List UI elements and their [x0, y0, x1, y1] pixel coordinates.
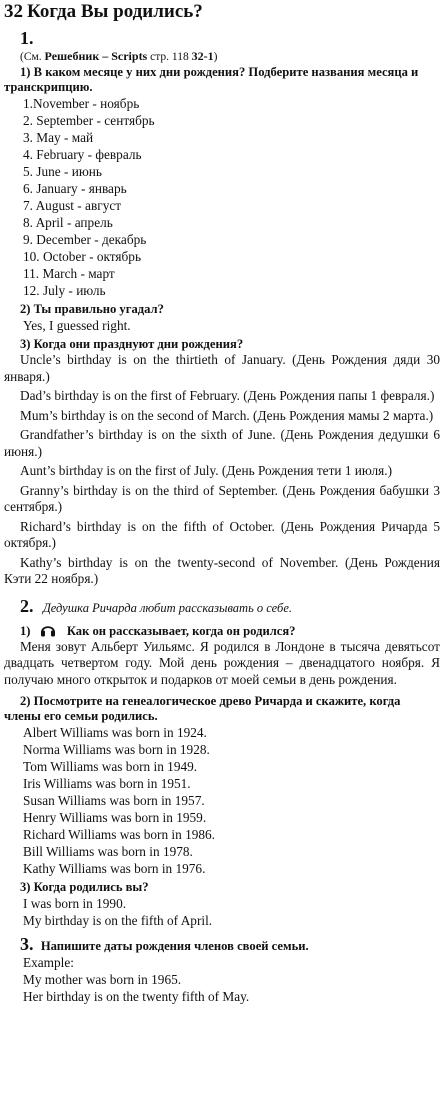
list-item: Kathy’s birthday is on the twenty-second of November. (День Рождения Кэти 22 ноября.): [4, 554, 440, 586]
lesson-number: 32: [4, 1, 23, 22]
example-line-1: My mother was born in 1965.: [23, 972, 182, 987]
list-item: Aunt’s birthday is on the first of July. (День Рождения тети 1 июля.): [20, 463, 393, 478]
list-item: 4. February - февраль: [23, 147, 142, 162]
list-item: 11. March - март: [23, 266, 115, 281]
list-item: 12. July - июль: [23, 283, 106, 298]
list-item: 5. June - июнь: [23, 164, 102, 179]
list-item: 1.November - ноябрь: [23, 96, 140, 111]
section-2-label: 2.: [20, 595, 34, 616]
workbook-page: [0, 1, 443, 1111]
list-item: Richard Williams was born in 1986.: [23, 827, 215, 842]
lesson-title: Когда Вы родились?: [27, 1, 203, 22]
page-title: [4, 1, 440, 23]
list-item: Susan Williams was born in 1957.: [23, 793, 205, 808]
list-item: 3. May - май: [23, 130, 94, 145]
list-item: 2. September - сентябрь: [23, 113, 155, 128]
headphones-icon: [40, 622, 56, 637]
list-item: Norma Williams was born in 1928.: [23, 742, 210, 757]
answer-2-3-line-1: I was born in 1990.: [23, 896, 127, 911]
answer-2-3-line-2: My birthday is on the fifth of April.: [23, 913, 213, 928]
reference-track: 32-1: [191, 49, 214, 63]
months-list: [4, 95, 440, 299]
reference-page: стр. 118: [150, 51, 189, 63]
example-line-2: Her birthday is on the twenty fifth of May.: [23, 989, 250, 1004]
script-reference: (См. Решебник – Scripts стр. 118 32-1): [20, 49, 218, 63]
question-2-2: 2) Посмотрите на генеалогическое древо Ричарда и скажите, когда члены его семьи родились.: [4, 694, 401, 723]
answer-2-1: Меня зовут Альберт Уильямс. Я родился в Лондоне в тысяча девятьсот двадцать четвертом году. Мой день рождения – двенадцатого ноября. Я получаю много открыток и подарков от моей семьи в день рождения.: [4, 638, 440, 687]
list-item: 7. August - август: [23, 198, 122, 213]
list-item: Iris Williams was born in 1951.: [23, 776, 191, 791]
list-item: Kathy Williams was born in 1976.: [23, 861, 206, 876]
list-item: Grandfather’s birthday is on the sixth of June. (День Рождения дедушки 6 июня.): [4, 427, 440, 459]
question-2-3: 3) Когда родились вы?: [20, 880, 149, 894]
list-item: Bill Williams was born in 1978.: [23, 844, 193, 859]
list-item: Tom Williams was born in 1949.: [23, 759, 198, 774]
list-item: Richard’s birthday is on the fifth of October. (День Рождения Ричарда 5 октября.): [4, 518, 440, 550]
question-2-1: 1) Как он рассказывает, когда он родился?: [20, 623, 296, 638]
list-item: Henry Williams was born in 1959.: [23, 810, 207, 825]
section-2-header: [4, 596, 440, 617]
list-item: 9. December - декабрь: [23, 232, 147, 247]
list-item: 6. January - январь: [23, 181, 127, 196]
section-3-task: Напишите даты рождения членов своей семьи.: [40, 939, 309, 953]
list-item: Dad’s birthday is on the first of February. (День Рождения папы 1 февраля.): [20, 388, 435, 403]
section-3-label: 3.: [20, 934, 34, 954]
list-item: Uncle’s birthday is on the thirtieth of January. (День Рождения дяди 30 января.): [4, 352, 440, 384]
section-2-intro: Дедушка Ричарда любит рассказывать о себе.: [42, 600, 292, 615]
question-1-2: 2) Ты правильно угадал?: [20, 302, 164, 316]
example-label: Example:: [23, 955, 74, 970]
list-item: 8. April - апрель: [23, 215, 113, 230]
list-item: Granny’s birthday is on the third of September. (День Рождения бабушки 3 сентября.): [4, 482, 440, 514]
answer-1-2: Yes, I guessed right.: [23, 318, 131, 333]
birthdays-list: [4, 352, 440, 588]
section-3-header: [4, 934, 440, 954]
list-item: Albert Williams was born in 1924.: [23, 725, 207, 740]
question-1-1: 1) В каком месяце у них дни рождения? Подберите названия месяца и транскрипцию.: [4, 65, 419, 94]
list-item: 10. October - октябрь: [23, 249, 142, 264]
reference-book: Решебник – Scripts: [44, 49, 148, 63]
born-list: [4, 724, 440, 877]
list-item: Mum’s birthday is on the second of March. (День Рождения мамы 2 марта.): [20, 407, 434, 423]
section-1-label: 1.: [20, 28, 34, 48]
question-1-3: 3) Когда они празднуют дни рождения?: [20, 337, 244, 351]
